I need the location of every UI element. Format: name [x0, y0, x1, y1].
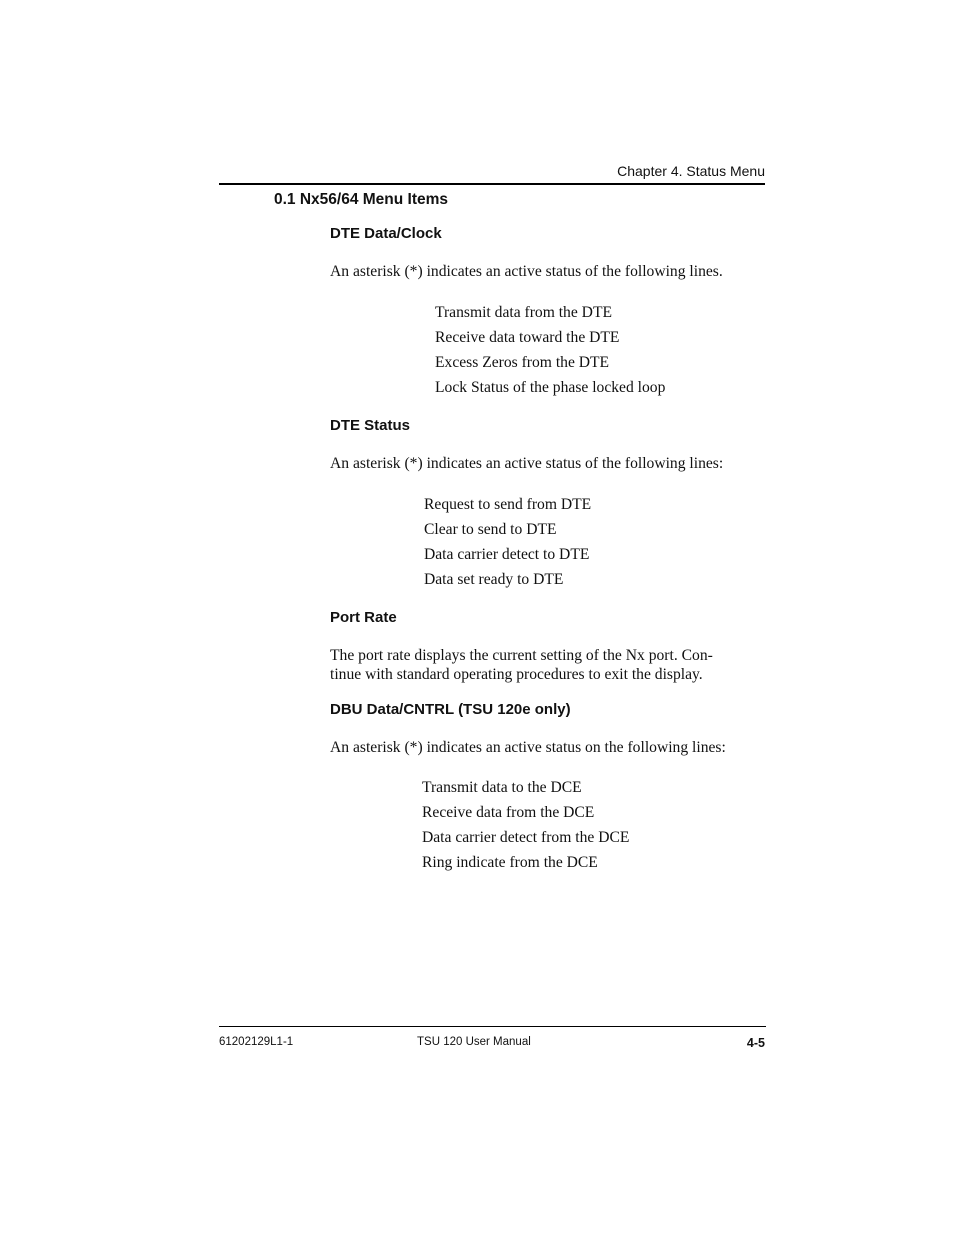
- footer-page-number: 4-5: [746, 1036, 765, 1050]
- paragraph-port-rate: [330, 646, 770, 684]
- list-item: Transmit data to the DCE: [422, 779, 582, 796]
- subheading-dte-data-clock: DTE Data/Clock: [330, 225, 442, 242]
- list-item: Lock Status of the phase locked loop: [435, 379, 666, 396]
- list-item: Request to send from DTE: [424, 496, 592, 513]
- footer-rule: [219, 1026, 766, 1027]
- list-item: Ring indicate from the DCE: [422, 854, 598, 871]
- footer-doc-number: 61202129L1-1: [219, 1036, 294, 1048]
- running-header: Chapter 4. Status Menu: [617, 163, 765, 179]
- list-item: Receive data toward the DTE: [435, 329, 620, 346]
- list-dte-status: [424, 495, 591, 595]
- list-item: Clear to send to DTE: [424, 521, 557, 538]
- list-item: Transmit data from the DTE: [435, 304, 612, 321]
- list-item: Receive data from the DCE: [422, 804, 595, 821]
- header-rule: [219, 183, 765, 185]
- paragraph-line: The port rate displays the current setting of the Nx port. Con-: [330, 647, 713, 664]
- intro-dte-data-clock: An asterisk (*) indicates an active status of the following lines.: [330, 263, 723, 280]
- paragraph-line: tinue with standard operating procedures to exit the display.: [330, 666, 703, 683]
- subheading-dte-status: DTE Status: [330, 417, 411, 434]
- list-dbu-data-cntrl: [422, 778, 629, 878]
- subheading-dbu-data-cntrl: DBU Data/CNTRL (TSU 120e only): [330, 701, 571, 718]
- list-dte-data-clock: [435, 303, 665, 403]
- list-item: Data set ready to DTE: [424, 571, 564, 588]
- list-item: Data carrier detect from the DCE: [422, 829, 630, 846]
- section-heading: 0.1 Nx56/64 Menu Items: [274, 191, 449, 208]
- intro-dte-status: An asterisk (*) indicates an active status of the following lines:: [330, 455, 724, 472]
- intro-dbu-data-cntrl: An asterisk (*) indicates an active status on the following lines:: [330, 739, 726, 756]
- footer-manual-title: TSU 120 User Manual: [417, 1036, 531, 1048]
- list-item: Excess Zeros from the DTE: [435, 354, 610, 371]
- subheading-port-rate: Port Rate: [330, 609, 397, 626]
- list-item: Data carrier detect to DTE: [424, 546, 590, 563]
